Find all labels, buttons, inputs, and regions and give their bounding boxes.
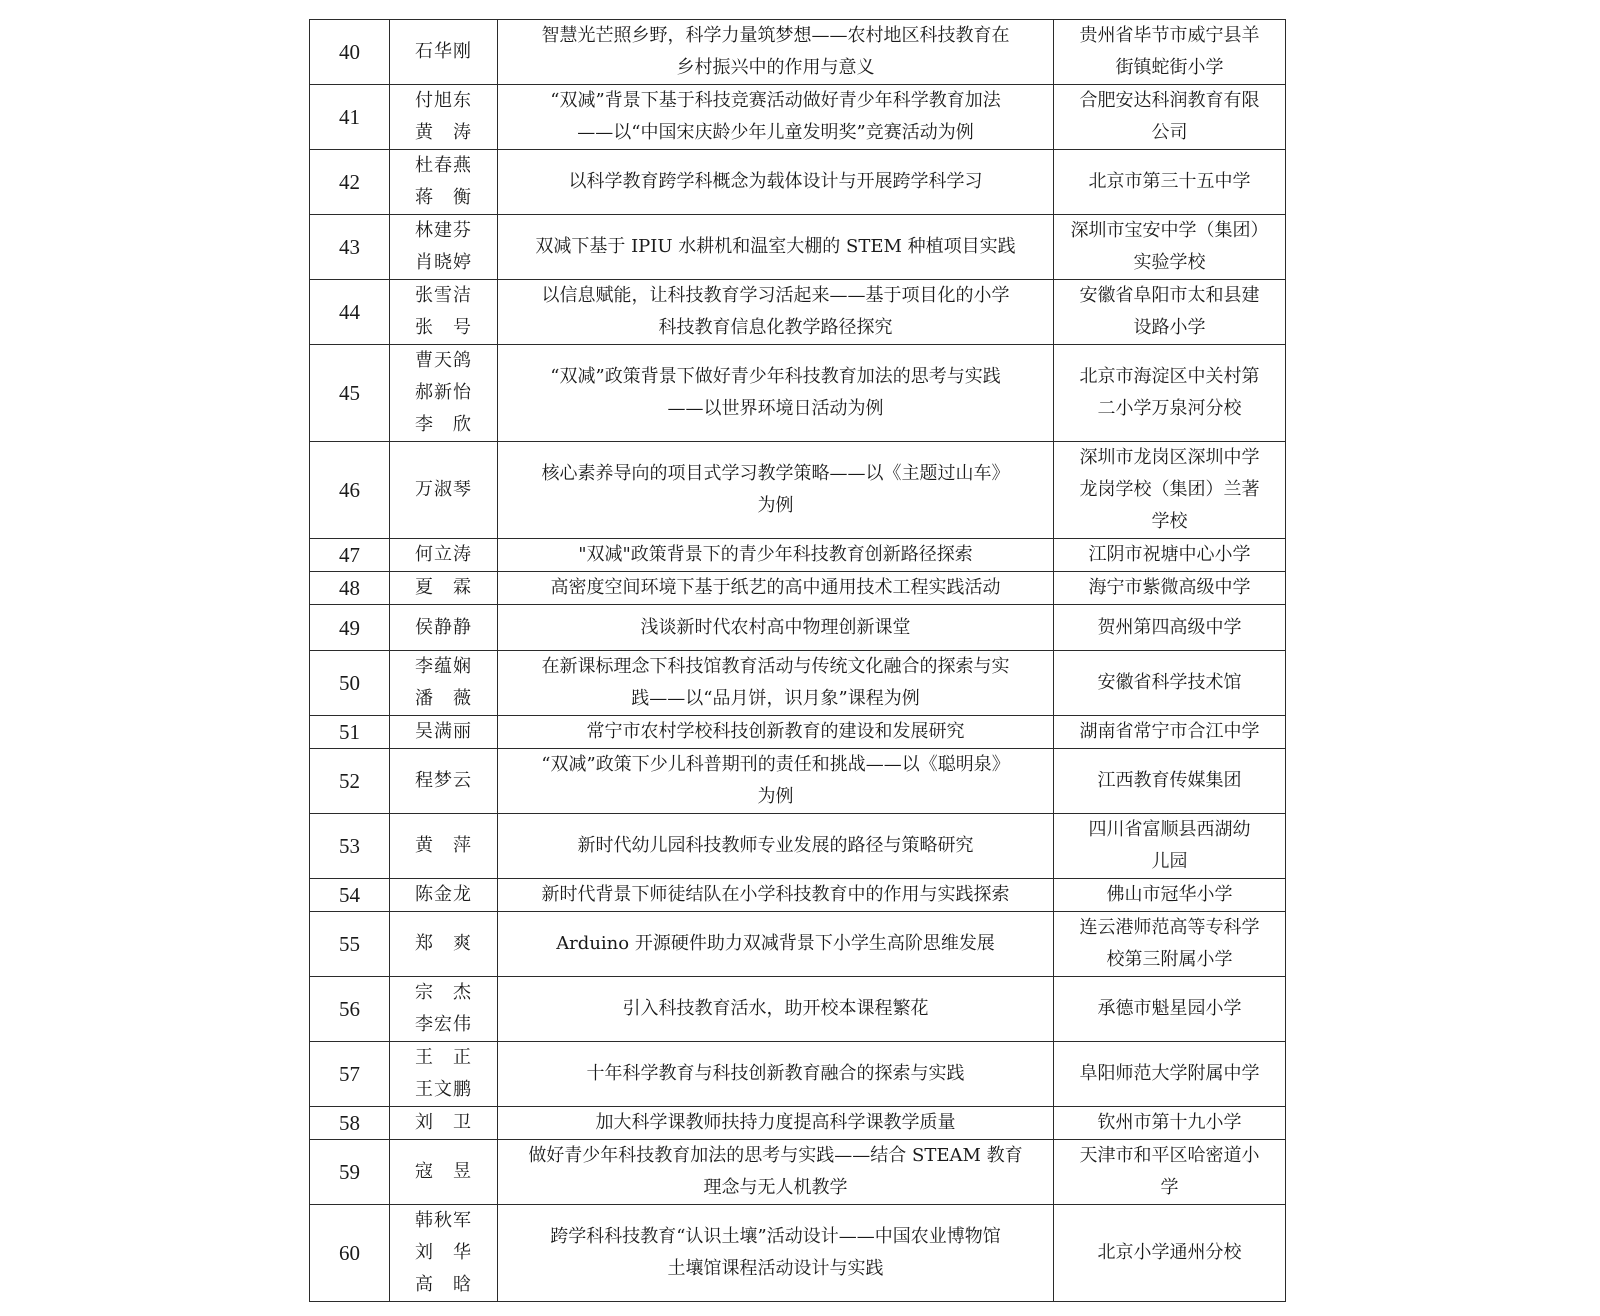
table-row <box>310 280 1286 345</box>
organization-line: 校第三附属小学 <box>1106 949 1233 970</box>
author-name: 万淑琴 <box>415 479 472 500</box>
author-cell <box>390 912 498 977</box>
organization-line: 北京市海淀区中关村第 <box>1079 366 1260 387</box>
organization-cell <box>1054 879 1286 912</box>
author-name: 石华刚 <box>415 41 472 62</box>
author-cell <box>390 1107 498 1140</box>
paper-title-line: 践——以“品月饼，识月象”课程为例 <box>631 688 920 709</box>
author-name: 陈金龙 <box>415 884 472 905</box>
author-cell <box>390 20 498 85</box>
organization-line: 北京市第三十五中学 <box>1088 171 1251 192</box>
paper-title-cell <box>498 1042 1054 1107</box>
paper-title-cell <box>498 20 1054 85</box>
row-number: 49 <box>310 605 390 651</box>
author-name: 宗 杰 <box>415 982 472 1003</box>
organization-line: 四川省富顺县西湖幼 <box>1088 819 1251 840</box>
author-cell <box>390 442 498 539</box>
paper-title-line: 以科学教育跨学科概念为载体设计与开展跨学科学习 <box>568 171 983 192</box>
author-cell <box>390 1205 498 1302</box>
organization-line: 安徽省科学技术馆 <box>1097 672 1242 693</box>
paper-title-line: 土壤馆课程活动设计与实践 <box>667 1258 884 1279</box>
organization-cell <box>1054 85 1286 150</box>
organization-cell <box>1054 814 1286 879</box>
table-row <box>310 1107 1286 1140</box>
table-row <box>310 912 1286 977</box>
row-number: 44 <box>310 280 390 345</box>
paper-title-cell <box>498 1107 1054 1140</box>
table-body <box>310 20 1286 1302</box>
paper-title-cell <box>498 977 1054 1042</box>
author-name: 王文鹏 <box>415 1079 472 1100</box>
organization-cell <box>1054 345 1286 442</box>
table-row <box>310 215 1286 280</box>
table-row <box>310 539 1286 572</box>
paper-title-line: 双减下基于 IPIU 水耕机和温室大棚的 STEM 种植项目实践 <box>535 236 1016 257</box>
paper-title-cell <box>498 150 1054 215</box>
table-row <box>310 749 1286 814</box>
table-row <box>310 85 1286 150</box>
organization-line: 江阴市祝塘中心小学 <box>1088 544 1251 565</box>
table-row <box>310 1140 1286 1205</box>
author-name: 何立涛 <box>415 544 472 565</box>
author-name: 李蕴娴 <box>415 656 472 677</box>
table-row <box>310 977 1286 1042</box>
paper-title-cell <box>498 1140 1054 1205</box>
author-cell <box>390 605 498 651</box>
paper-title-line: ——以“中国宋庆龄少年儿童发明奖”竞赛活动为例 <box>577 122 974 143</box>
row-number: 45 <box>310 345 390 442</box>
organization-line: 海宁市紫微高级中学 <box>1088 577 1251 598</box>
paper-title-line: ——以世界环境日活动为例 <box>667 398 884 419</box>
paper-title-line: 为例 <box>757 786 794 807</box>
organization-line: 天津市和平区哈密道小 <box>1079 1145 1260 1166</box>
organization-line: 龙岗学校（集团）兰著 <box>1079 479 1260 500</box>
author-name: 吴满丽 <box>415 721 472 742</box>
paper-title-line: 理念与无人机教学 <box>703 1177 848 1198</box>
author-cell <box>390 749 498 814</box>
paper-title-cell <box>498 215 1054 280</box>
author-name: 李 欣 <box>415 414 472 435</box>
organization-line: 学校 <box>1151 511 1188 532</box>
organization-cell <box>1054 651 1286 716</box>
organization-line: 钦州市第十九小学 <box>1097 1112 1242 1133</box>
author-name: 高 晗 <box>415 1274 472 1295</box>
organization-line: 设路小学 <box>1133 317 1206 338</box>
organization-cell <box>1054 442 1286 539</box>
author-cell <box>390 345 498 442</box>
organization-cell <box>1054 215 1286 280</box>
organization-cell <box>1054 1042 1286 1107</box>
author-name: 韩秋军 <box>415 1210 472 1231</box>
organization-line: 合肥安达科润教育有限 <box>1079 90 1260 111</box>
paper-title-cell <box>498 85 1054 150</box>
organization-cell <box>1054 977 1286 1042</box>
organization-line: 连云港师范高等专科学 <box>1079 917 1260 938</box>
author-cell <box>390 150 498 215</box>
author-name: 肖晓婷 <box>415 252 472 273</box>
paper-title-cell <box>498 539 1054 572</box>
paper-title-line: 新时代背景下师徒结队在小学科技教育中的作用与实践探索 <box>541 884 1010 905</box>
author-name: 郝新怡 <box>415 382 472 403</box>
row-number: 50 <box>310 651 390 716</box>
paper-title-line: 在新课标理念下科技馆教育活动与传统文化融合的探索与实 <box>541 656 1010 677</box>
paper-title-line: “双减”政策背景下做好青少年科技教育加法的思考与实践 <box>550 366 1001 387</box>
paper-title-line: 新时代幼儿园科技教师专业发展的路径与策略研究 <box>577 835 974 856</box>
organization-cell <box>1054 749 1286 814</box>
author-cell <box>390 879 498 912</box>
paper-title-line: 以信息赋能，让科技教育学习活起来——基于项目化的小学 <box>541 285 1010 306</box>
table-row <box>310 651 1286 716</box>
organization-line: 贺州第四高级中学 <box>1097 616 1242 638</box>
paper-title-line: 科技教育信息化教学路径探究 <box>658 317 893 338</box>
organization-line: 安徽省阜阳市太和县建 <box>1079 285 1260 306</box>
table-row <box>310 716 1286 749</box>
author-name: 程梦云 <box>415 770 472 791</box>
organization-line: 公司 <box>1151 122 1188 143</box>
paper-title-line: 为例 <box>757 495 794 516</box>
paper-title-line: 核心素养导向的项目式学习教学策略——以《主题过山车》 <box>541 463 1010 484</box>
row-number: 41 <box>310 85 390 150</box>
row-number: 57 <box>310 1042 390 1107</box>
row-number: 59 <box>310 1140 390 1205</box>
organization-line: 实验学校 <box>1133 252 1206 273</box>
organization-cell <box>1054 605 1286 651</box>
author-name: 杜春燕 <box>415 155 472 176</box>
author-cell <box>390 280 498 345</box>
paper-title-line: “双减”背景下基于科技竞赛活动做好青少年科学教育加法 <box>550 90 1001 111</box>
paper-title-line: 常宁市农村学校科技创新教育的建设和发展研究 <box>586 721 965 742</box>
organization-line: 江西教育传媒集团 <box>1097 770 1242 791</box>
author-cell <box>390 539 498 572</box>
paper-title-cell <box>498 879 1054 912</box>
organization-line: 北京小学通州分校 <box>1097 1242 1242 1263</box>
paper-title-cell <box>498 605 1054 651</box>
author-cell <box>390 1140 498 1205</box>
paper-title-line: 跨学科科技教育“认识土壤”活动设计——中国农业博物馆 <box>550 1226 1001 1247</box>
organization-cell <box>1054 912 1286 977</box>
organization-line: 深圳市宝安中学（集团） <box>1070 220 1269 241</box>
row-number: 53 <box>310 814 390 879</box>
organization-line: 二小学万泉河分校 <box>1097 398 1242 419</box>
paper-title-cell <box>498 280 1054 345</box>
organization-line: 承德市魁星园小学 <box>1097 998 1242 1019</box>
paper-title-cell <box>498 814 1054 879</box>
author-name: 刘 华 <box>415 1242 472 1263</box>
paper-title-line: 加大科学课教师扶持力度提高科学课教学质量 <box>595 1112 956 1133</box>
table-row <box>310 345 1286 442</box>
row-number: 46 <box>310 442 390 539</box>
organization-cell <box>1054 539 1286 572</box>
table-row <box>310 442 1286 539</box>
organization-cell <box>1054 572 1286 605</box>
author-name: 夏 霖 <box>415 577 472 598</box>
paper-title-line: 智慧光芒照乡野，科学力量筑梦想——农村地区科技教育在 <box>541 25 1010 46</box>
paper-title-cell <box>498 716 1054 749</box>
row-number: 40 <box>310 20 390 85</box>
author-cell <box>390 716 498 749</box>
row-number: 48 <box>310 572 390 605</box>
author-cell <box>390 814 498 879</box>
table-row <box>310 605 1286 651</box>
organization-cell <box>1054 280 1286 345</box>
organization-line: 佛山市冠华小学 <box>1106 884 1233 905</box>
organization-line: 街镇蛇街小学 <box>1115 57 1224 78</box>
organization-line: 贵州省毕节市威宁县羊 <box>1079 25 1260 46</box>
paper-title-line: 浅谈新时代农村高中物理创新课堂 <box>640 616 911 638</box>
table-row <box>310 814 1286 879</box>
author-name: 郑 爽 <box>415 933 472 954</box>
paper-title-line: 引入科技教育活水，助开校本课程繁花 <box>622 998 929 1019</box>
author-cell <box>390 977 498 1042</box>
paper-title-line: 乡村振兴中的作用与意义 <box>676 57 875 78</box>
row-number: 51 <box>310 716 390 749</box>
author-name: 刘 卫 <box>415 1112 472 1133</box>
author-name: 曹天鸽 <box>415 350 472 371</box>
author-name: 林建芬 <box>415 220 472 241</box>
row-number: 43 <box>310 215 390 280</box>
row-number: 47 <box>310 539 390 572</box>
paper-title-line: Arduino 开源硬件助力双减背景下小学生高阶思维发展 <box>556 933 995 954</box>
paper-title-line: 做好青少年科技教育加法的思考与实践——结合 STEAM 教育 <box>528 1145 1023 1166</box>
author-cell <box>390 85 498 150</box>
author-cell <box>390 572 498 605</box>
paper-title-line: “双减”政策下少儿科普期刊的责任和挑战——以《聪明泉》 <box>541 754 1010 775</box>
paper-title-cell <box>498 572 1054 605</box>
organization-line: 儿园 <box>1151 851 1188 872</box>
row-number: 60 <box>310 1205 390 1302</box>
paper-title-cell <box>498 345 1054 442</box>
paper-title-cell <box>498 912 1054 977</box>
author-name: 张 号 <box>415 317 472 338</box>
author-name: 李宏伟 <box>415 1014 472 1035</box>
table-row <box>310 879 1286 912</box>
table-row <box>310 572 1286 605</box>
author-name: 潘 薇 <box>415 688 472 709</box>
author-name: 黄 萍 <box>415 835 472 856</box>
author-cell <box>390 215 498 280</box>
paper-title-cell <box>498 1205 1054 1302</box>
row-number: 55 <box>310 912 390 977</box>
organization-cell <box>1054 1107 1286 1140</box>
author-cell <box>390 651 498 716</box>
author-name: 张雪洁 <box>415 285 472 306</box>
author-name: 蒋 衡 <box>415 187 472 208</box>
author-name: 侯静静 <box>415 616 472 638</box>
organization-cell <box>1054 1205 1286 1302</box>
paper-title-cell <box>498 749 1054 814</box>
paper-title-line: 高密度空间环境下基于纸艺的高中通用技术工程实践活动 <box>550 577 1001 598</box>
author-name: 寇 昱 <box>415 1161 472 1182</box>
author-name: 王 正 <box>415 1047 472 1068</box>
organization-cell <box>1054 150 1286 215</box>
row-number: 58 <box>310 1107 390 1140</box>
award-list-table <box>309 19 1286 1302</box>
row-number: 54 <box>310 879 390 912</box>
paper-title-cell <box>498 442 1054 539</box>
row-number: 56 <box>310 977 390 1042</box>
paper-title-cell <box>498 651 1054 716</box>
row-number: 42 <box>310 150 390 215</box>
table-row <box>310 1042 1286 1107</box>
table-row <box>310 20 1286 85</box>
paper-title-line: 十年科学教育与科技创新教育融合的探索与实践 <box>586 1063 965 1084</box>
author-cell <box>390 1042 498 1107</box>
organization-cell <box>1054 20 1286 85</box>
author-name: 黄 涛 <box>415 122 472 143</box>
organization-line: 湖南省常宁市合江中学 <box>1079 721 1260 742</box>
table-row <box>310 150 1286 215</box>
table-row <box>310 1205 1286 1302</box>
row-number: 52 <box>310 749 390 814</box>
organization-cell <box>1054 716 1286 749</box>
organization-line: 学 <box>1160 1177 1179 1198</box>
organization-line: 阜阳师范大学附属中学 <box>1079 1063 1260 1084</box>
paper-title-line: "双减"政策背景下的青少年科技教育创新路径探索 <box>578 544 973 565</box>
organization-line: 深圳市龙岗区深圳中学 <box>1079 447 1260 468</box>
organization-cell <box>1054 1140 1286 1205</box>
author-name: 付旭东 <box>415 90 472 111</box>
